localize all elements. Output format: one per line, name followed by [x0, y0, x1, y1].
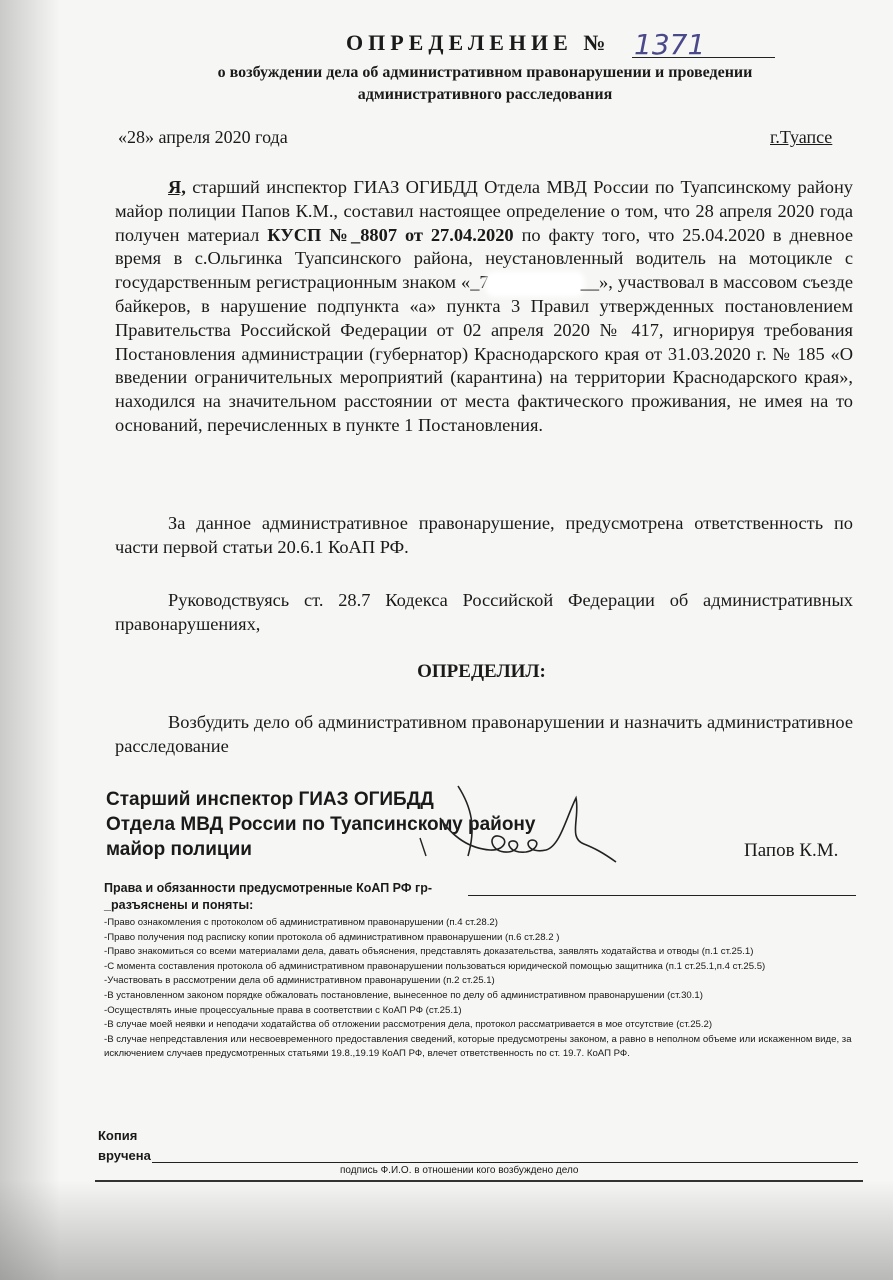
- rights-item: -Участвовать в рассмотрении дела об административном правонарушении (п.2 ст.25.1): [104, 975, 495, 987]
- signer-line-1: Старший инспектор ГИАЗ ОГИБДД: [106, 789, 434, 810]
- subtitle-line-2: административного расследования: [357, 86, 613, 103]
- paragraph-facts: [115, 176, 853, 438]
- paragraph-lead: Я,: [168, 177, 186, 197]
- kusp-reference: КУСП №_8807 от 27.04.2020: [267, 224, 514, 245]
- document-subtitle: [120, 62, 850, 106]
- redacted-plate: [489, 275, 581, 293]
- paragraph-decision: Возбудить дело об административном правонарушении и назначить административное расследование: [115, 712, 853, 756]
- rights-heading: Права и обязанности предусмотренные КоАП РФ гр-: [104, 881, 432, 895]
- signature-caption: подпись Ф.И.О. в отношении кого возбуждено дело: [340, 1165, 579, 1176]
- copy-signature-line: [152, 1162, 858, 1163]
- rights-item: -В случае моей неявки и неподачи ходатайства об отложении рассмотрения дела, протокол рассматривается в мое отсутствие (ст.25.2): [104, 1019, 713, 1031]
- paragraph-legal-basis: Руководствуясь ст. 28.7 Кодекса Российской Федерации об административных правонарушениях,: [115, 590, 853, 634]
- rights-item: -Осуществлять иные процессуальные права в соответствии с КоАП РФ (ст.25.1): [104, 1004, 462, 1016]
- rights-list: [104, 916, 856, 1062]
- document-date: «28» апреля 2020 года: [118, 127, 288, 147]
- rights-item: -С момента составления протокола об административном правонарушении пользоваться юридической помощью защитника (п.1 ст.25.1,п.4 ст.25.5): [104, 960, 766, 972]
- rights-item: -Право знакомиться со всеми материалами дела, давать объяснения, представлять доказательства, заявлять ходатайства и отводы (п.1 ст.25.1): [104, 946, 754, 958]
- rights-item: -В установленном законом порядке обжаловать постановление, вынесенное по делу об административном правонарушении (ст.30.1): [104, 989, 703, 1001]
- paragraph-facts-part-a: старший инспектор ГИАЗ ОГИБДД Отдела МВД России по Туапсинскому району майор полиции Папов К.М., составил настоящее определение о том, что 28 апреля 2020 года получен материал: [115, 177, 853, 245]
- copy-label: Копия: [98, 1128, 138, 1143]
- bottom-rule: [95, 1180, 863, 1182]
- document-title: ОПРЕДЕЛЕНИЕ №: [346, 30, 611, 55]
- signer-line-3: майор полиции: [106, 839, 252, 860]
- paragraph-liability: За данное административное правонарушение, предусмотрена ответственность по части первой статьи 20.6.1 КоАП РФ.: [115, 513, 853, 557]
- decision-heading: ОПРЕДЕЛИЛ:: [417, 661, 546, 682]
- copy-delivered-label: вручена: [98, 1148, 151, 1163]
- rights-heading-2: _разъяснены и поняты:: [104, 898, 254, 912]
- rights-item: -Право ознакомления с протоколом об административном правонарушении (п.4 ст.28.2): [104, 917, 498, 928]
- document-city: г.Туапсе: [770, 127, 833, 147]
- signer-name: Папов К.М.: [744, 840, 839, 861]
- scan-shadow-left: [0, 0, 60, 1280]
- scan-shadow-bottom: [0, 1180, 893, 1280]
- title-row: [0, 28, 893, 64]
- handwritten-signature: [380, 778, 620, 873]
- document-number: 1371: [634, 28, 706, 61]
- plate-prefix: _7: [470, 272, 489, 293]
- signer-line-2: Отдела МВД России по Туапсинскому району: [106, 814, 536, 835]
- rights-item: -Право получения под расписку копии протокола об административном правонарушении (п.6 ст.28.2 ): [104, 931, 560, 943]
- number-underline: [632, 57, 775, 58]
- subtitle-line-1: о возбуждении дела об административном правонарушении и проведении: [217, 64, 753, 81]
- rights-name-line: [468, 895, 856, 896]
- plate-suffix: __»: [580, 272, 609, 293]
- paragraph-facts-part-c: , участвовал в массовом съезде байкеров, в нарушение подпункта «а» пункта 3 Правил утвержденных постановлением Правительства Российской Федерации от 02 апреля 2020 № 417, игнорируя требования Постановления администрации (губернатор) Краснодарского края от 31.03.2020 г. № 185 «О введении ограничительных мероприятий (карантина) на территории Краснодарского края», находился на значительном расстоянии от места фактического проживания, не имея на то оснований, перечисленных в пункте 1 Постановления.: [115, 272, 853, 435]
- rights-item: -В случае непредставления или несвоевременного предоставления сведений, которые предусмотрены законом, а равно в неполном объеме или искаженном виде, за исключением случаев предусмотренных статьями 19.8.,19.19 КоАП РФ, влечет ответственность по ст. 19.7. КоАП РФ.: [104, 1033, 852, 1060]
- paragraph-facts-part-b: по факту того, что 25.04.2020 в дневное время в с.Ольгинка Туапсинского района, неустановленный водитель на мотоцикле с государственным регистрационным знаком «: [115, 224, 853, 293]
